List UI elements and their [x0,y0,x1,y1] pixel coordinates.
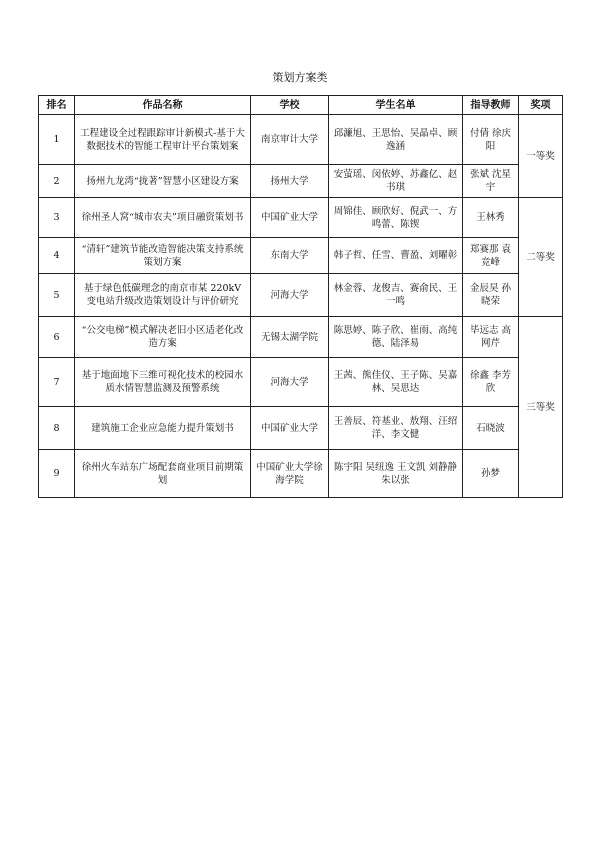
work-cell: 扬州九龙湾“拢著”智慧小区建设方案 [75,165,251,198]
table-row [39,238,563,274]
school-cell: 中国矿业大学 [251,198,329,238]
students-cell: 韩子哲、任雪、曹盈、刘曜彰 [329,238,463,274]
award-third-cell: 三等奖 [519,317,563,498]
rank-cell: 8 [39,407,75,450]
table-row [39,198,563,238]
school-cell: 南京审计大学 [251,115,329,165]
awards-table [38,95,563,498]
work-cell: 工程建设全过程跟踪审计新模式-基于大数据技术的智能工程审计平台策划案 [75,115,251,165]
rank-cell: 2 [39,165,75,198]
school-cell: 中国矿业大学徐海学院 [251,450,329,498]
students-cell: 王茜、熊佳仪、王子陈、吴嘉林、吴思达 [329,358,463,407]
rank-cell: 1 [39,115,75,165]
rank-cell: 9 [39,450,75,498]
table-row [39,407,563,450]
table-row [39,450,563,498]
teacher-cell: 毕远志 高网芹 [463,317,519,358]
rank-cell: 4 [39,238,75,274]
rank-cell: 3 [39,198,75,238]
header-work: 作品名称 [75,96,251,115]
students-cell: 邱濂旭、王思怡、吴晶卓、顾逸涵 [329,115,463,165]
table-header-row [39,96,563,115]
rank-cell: 5 [39,274,75,317]
award-first-cell: 一等奖 [519,115,563,198]
school-cell: 扬州大学 [251,165,329,198]
table-row [39,317,563,358]
table-row [39,274,563,317]
teacher-cell: 郑赛那 袁竞峰 [463,238,519,274]
work-cell: 基于绿色低碳理念的南京市某 220kV 变电站升级改造策划设计与评价研究 [75,274,251,317]
students-cell: 安萤瑶、闵依婷、苏鑫亿、赵书琪 [329,165,463,198]
work-cell: 建筑施工企业应急能力提升策划书 [75,407,251,450]
teacher-cell: 徐鑫 李芳欣 [463,358,519,407]
students-cell: 林金蓉、龙俊吉、赛俞民、王一鸣 [329,274,463,317]
students-cell: 周锦佳、顾欣好、倪武一、方鸣蕾、陈锲 [329,198,463,238]
header-award: 奖项 [519,96,563,115]
work-cell: 基于地面地下三维可视化技术的校园水质水情智慧监测及预警系统 [75,358,251,407]
students-cell: 陈宇阳 吴纽逸 王文凯 刘静静 朱以张 [329,450,463,498]
school-cell: 东南大学 [251,238,329,274]
table-row [39,115,563,165]
header-rank: 排名 [39,96,75,115]
header-school: 学校 [251,96,329,115]
teacher-cell: 付倩 徐庆阳 [463,115,519,165]
students-cell: 王善辰、符基业、敖翔、汪绍洋、李文健 [329,407,463,450]
work-cell: 徐州火车站东广场配套商业项目前期策划 [75,450,251,498]
teacher-cell: 张斌 沈星宇 [463,165,519,198]
school-cell: 河海大学 [251,358,329,407]
teacher-cell: 王林秀 [463,198,519,238]
award-second-cell: 二等奖 [519,198,563,317]
rank-cell: 6 [39,317,75,358]
table-row [39,358,563,407]
header-students: 学生名单 [329,96,463,115]
work-cell: “清轩”建筑节能改造智能决策支持系统策划方案 [75,238,251,274]
teacher-cell: 金辰昊 孙晓荣 [463,274,519,317]
school-cell: 河海大学 [251,274,329,317]
teacher-cell: 石晓波 [463,407,519,450]
page-title: 策划方案类 [272,71,328,84]
work-cell: “公交电梯”模式解决老旧小区适老化改造方案 [75,317,251,358]
teacher-cell: 孙梦 [463,450,519,498]
students-cell: 陈思婷、陈子欣、崔雨、高纯德、陆泽易 [329,317,463,358]
rank-cell: 7 [39,358,75,407]
work-cell: 徐州圣人窝“城市农夫”项目融资策划书 [75,198,251,238]
header-teacher: 指导教师 [463,96,519,115]
school-cell: 中国矿业大学 [251,407,329,450]
table-row [39,165,563,198]
school-cell: 无锡太湖学院 [251,317,329,358]
